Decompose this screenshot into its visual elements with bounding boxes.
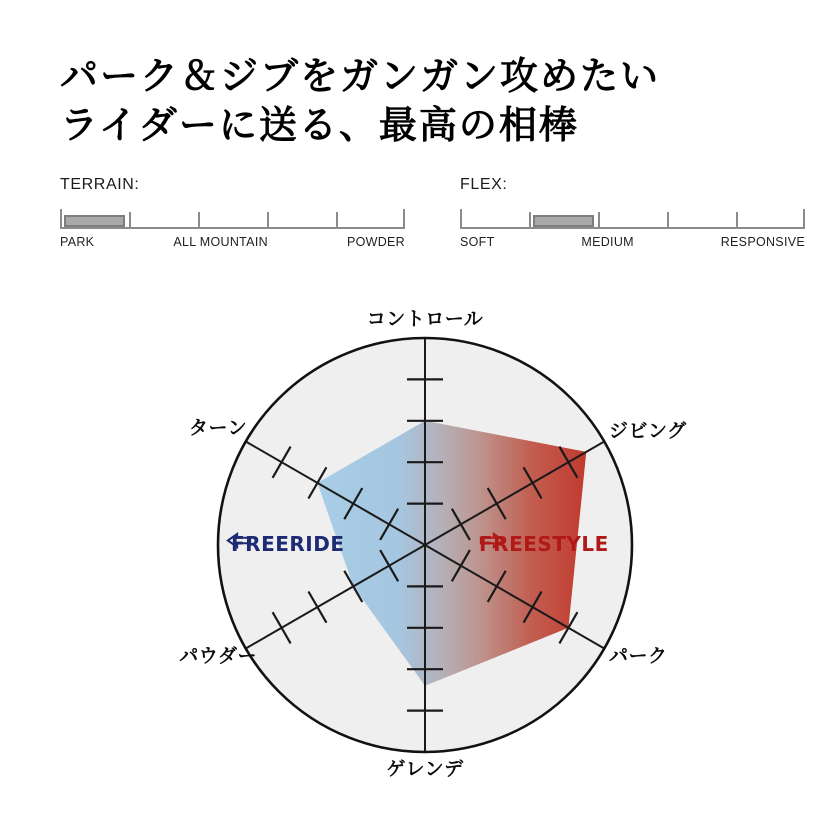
meter-tick (529, 212, 531, 229)
meter-tick (736, 212, 738, 229)
terrain-meter-title: TERRAIN: (60, 176, 140, 193)
meter-fill (533, 215, 594, 227)
flex-meter-bar (460, 205, 805, 229)
meter-tick (336, 212, 338, 229)
axis-label-control: コントロール (366, 308, 484, 330)
page-title-line2: ライダーに送る、最高の相棒 (60, 103, 579, 147)
terrain-scale-label-powder: POWDER (346, 235, 405, 249)
axis-label-powder: パウダー (179, 645, 257, 667)
flex-meter (460, 176, 805, 249)
axis-label-jibbing: ジビング (609, 420, 687, 442)
terrain-meter (60, 176, 405, 249)
flex-scale-label-responsive: RESPONSIVE (720, 235, 805, 249)
meter-tick (198, 212, 200, 229)
meter-tick (667, 212, 669, 229)
flex-scale-label-medium: MEDIUM (581, 235, 634, 249)
meter-fill (64, 215, 125, 227)
axis-label-turn: ターン (189, 417, 248, 439)
meter-tick (403, 209, 405, 229)
meter-baseline (60, 227, 405, 229)
terrain-meter-scale (60, 235, 405, 249)
terrain-scale-label-park: PARK (60, 235, 95, 249)
meter-tick (129, 212, 131, 229)
meter-tick (598, 212, 600, 229)
page-title-line1: パーク＆ジブをガンガン攻めたい (60, 54, 661, 98)
terrain-scale-label-all-mountain: ALL MOUNTAIN (173, 235, 268, 249)
meter-tick (803, 209, 805, 229)
axis-label-gelande: ゲレンデ (386, 758, 464, 780)
radar-chart (175, 295, 687, 795)
flex-scale-label-soft: SOFT (460, 235, 495, 249)
freeride-annotation (226, 532, 345, 556)
terrain-meter-bar (60, 205, 405, 229)
meter-baseline (460, 227, 805, 229)
freeride-label: FREERIDE (231, 532, 345, 556)
freestyle-label: FREESTYLE (479, 532, 609, 556)
flex-meter-scale (460, 235, 805, 249)
flex-meter-title: FLEX: (460, 176, 508, 193)
meter-tick (460, 209, 462, 229)
freestyle-annotation (479, 532, 614, 556)
page-title (60, 52, 660, 150)
meter-tick (60, 209, 62, 229)
axis-label-park: パーク (609, 645, 668, 667)
meter-tick (267, 212, 269, 229)
